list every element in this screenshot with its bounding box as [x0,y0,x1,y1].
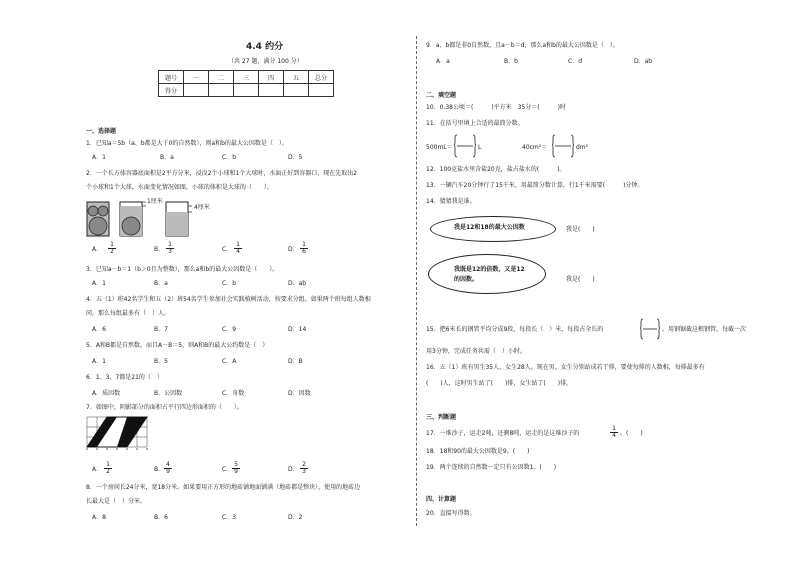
column-divider [416,36,417,526]
question-text: 。( ) [620,430,643,437]
blank-fraction[interactable] [552,134,574,158]
score-cell[interactable] [184,84,209,97]
question-text: 18．18和90的最大公因数是9。( ) [426,448,530,455]
fraction: $\frac{1}{2}$ [108,242,116,255]
score-cell[interactable] [284,84,309,97]
answer-blank[interactable]: 我是( ) [566,276,595,283]
page-title: 4.4 约分 [246,42,284,52]
fraction: $\frac{1}{4}$ [610,426,618,439]
option: D．ab [288,280,307,287]
question-text: 。用钢锯截这根钢管，每截一次 [662,326,747,333]
unit-label: L [478,144,482,151]
option: A．8 [92,514,106,521]
question-text: 40cm²＝ [522,144,548,151]
question-text: 20．直接写得数。 [426,510,476,517]
question-text: 10．0.38公顷＝( )平方米 35分＝( )时 [426,104,566,111]
question-text: 11．在括号里填上合适的最简分数。 [426,120,524,127]
option: B．a [160,154,174,161]
figure-label: 4厘米 [194,204,210,211]
blank-fraction[interactable] [640,318,660,340]
fraction: $\frac{1}{6}$ [300,242,308,255]
fraction: $\frac{5}{9}$ [232,462,240,475]
question-text: 500mL＝ [426,144,453,151]
score-cell[interactable] [309,84,334,97]
option: B．b [504,58,518,65]
option: A．1 [92,358,106,365]
section-heading: 四、计算题 [426,496,457,503]
option: D．B [288,358,303,365]
container-figure [86,198,196,238]
question-text: 8．一个房间长24分米，宽18分米。如果要用正方形的地砖铺地面铺满（地砖都是整块），使用的地砖边 [86,484,361,491]
question-text: 2．一个长方体容器底面积是2平方分米，浸没2个小球和1个大球时，水面正好到容器口，现在先取出2 [86,170,358,177]
score-table-row [159,84,334,97]
section-heading: 三、判断题 [426,414,457,421]
section-heading: 二、填空题 [426,92,457,99]
score-cell: 五 [284,71,309,84]
question-text: 14．猜猜我是谁。 [426,198,476,205]
question-text: 15．把6米长的钢管平均分成9段，每段长（ ）米，每段占全长的 [426,326,604,333]
option: D．14 [288,326,307,333]
question-text: 个小球和1个大球，水面变化情况如图，小球的体积是大球的（ ）。 [86,184,273,191]
option: C．b [222,154,236,161]
score-table [158,70,334,97]
option: D． [288,246,299,253]
question-text: 6．1、3、7都是21的（ ） [86,374,163,381]
question-text: 9．a、b都是非0自然数，且a－b＝d，那么a和b的最大公因数是（ ）。 [426,42,619,49]
score-cell[interactable] [209,84,234,97]
option: A．1 [92,154,106,161]
option: A． [92,246,103,253]
option: B． [154,466,165,473]
bubble-text: 我既是12的倍数，又是12 [454,266,525,273]
score-cell: 二 [209,71,234,84]
option: C．3 [222,514,237,521]
question-text: 12．100克盐水里含盐20克，盐占盐水的( )。 [426,166,566,173]
fraction: $\frac{1}{2}$ [104,462,112,475]
answer-blank[interactable]: 我是( ) [566,226,595,233]
question-text: 3．已知a－b＝1（b＞0且为整数），那么a和b的最大公因数是（ ）。 [86,266,279,273]
option: C． [222,466,233,473]
question-text: 16．五（1）班有男生35人，女生28人。现在男、女生分别站成若干排，要使每排的人数相，每排最多有 [426,364,705,371]
score-cell: 一 [184,71,209,84]
question-text: 用3分钟，完成任务共需（ ）小时。 [426,348,526,355]
option: C． [222,246,233,253]
option: C．b [222,280,236,287]
speech-bubble [428,254,546,294]
fraction: $\frac{1}{4}$ [234,242,242,255]
option: B．7 [154,326,168,333]
fraction: $\frac{1}{3}$ [166,242,174,255]
option: B．a [154,280,168,287]
question-text: 5．A和B都是自然数，而且A－B＝5，则A和B的最大公约数是（ ） [86,342,269,349]
score-cell: 得分 [159,84,184,97]
option: D． [288,466,299,473]
question-text: 7．如图中，阴影部分的面积占平行四边形面积的（ ）。 [86,404,243,411]
option: B．5 [154,358,168,365]
score-cell: 四 [259,71,284,84]
score-cell: 三 [234,71,259,84]
score-cell[interactable] [259,84,284,97]
question-text: ( )人，这时男生站了( )排，女生站了( )排。 [426,380,573,387]
section-heading: 一、选择题 [86,128,117,135]
score-cell: 题号 [159,71,184,84]
question-text: 17．一堆沙子，运走2吨，还剩8吨，运走的是这堆沙子的 [426,430,580,437]
question-text: 长最大是（ ）分米。 [86,498,147,505]
page-subtitle: （共 27 题，满分 100 分） [228,58,303,65]
option: A．质因数 [92,390,121,397]
option: C．9 [222,326,237,333]
question-text: 13．一辆汽车20分钟行了15千米，用最简分数计算，行1千米需要( )分钟。 [426,182,644,189]
option: D．因数 [288,390,311,397]
unit-label: dm² [576,144,589,151]
score-table-row [159,71,334,84]
option: A．1 [92,280,106,287]
question-text: 4．五（1）班42名学生和五（2）班54名学生参加社会实践植树活动，按要求分组。如果两个班每组人数相 [86,296,371,303]
option: A． [92,466,103,473]
fraction: $\frac{2}{3}$ [300,462,308,475]
option: B． [154,246,165,253]
question-text: 同，那么每组最多有（ ）人。 [86,310,171,317]
question-text: 19．两个连续的自然数一定只有公因数1。( ) [426,464,557,471]
blank-fraction[interactable] [454,134,476,158]
option: D．2 [288,514,303,521]
option: C．A [222,358,237,365]
bubble-text: 的因数。 [454,276,479,283]
option: B．6 [154,514,168,521]
bubble-text: 我是12和18的最大公因数 [454,224,525,231]
option: C．奇数 [222,390,245,397]
parallelogram-grid-figure [86,416,152,452]
option: B．公因数 [154,390,183,397]
score-cell[interactable] [234,84,259,97]
option: C．d [568,58,582,65]
option: A．a [436,58,450,65]
figure-label: 1厘米 [147,198,163,205]
option: A．6 [92,326,106,333]
option: D．ab [634,58,653,65]
score-cell: 总分 [309,71,334,84]
question-text: 1．已知a＝5b（a、b都是大于0的自然数），则a和b的最大公因数是（ ）。 [86,140,288,147]
fraction: $\frac{4}{9}$ [164,462,172,475]
option: D．5 [288,154,303,161]
